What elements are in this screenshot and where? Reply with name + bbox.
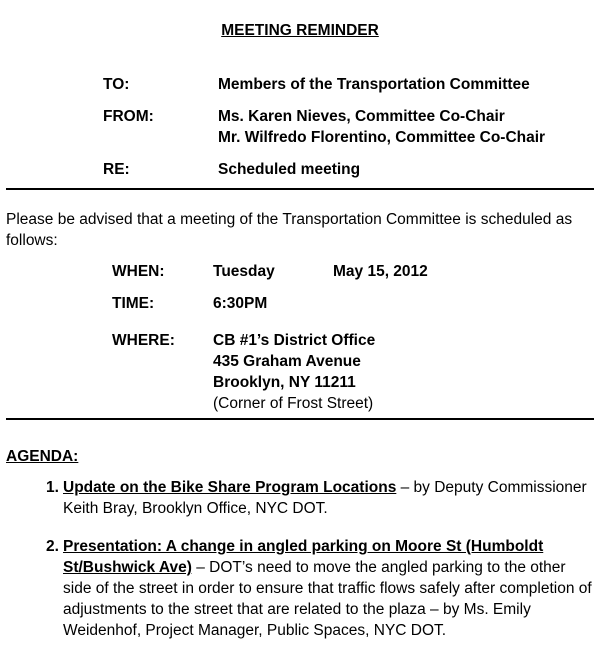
when-row [6,261,594,282]
re-value: Scheduled meeting [218,161,361,178]
agenda-item-1-number: 1. [46,479,59,496]
time-label: TIME: [112,295,155,312]
from-line-2: Mr. Wilfredo Florentino, Committee Co-Chair [218,129,546,146]
from-line-1: Ms. Karen Nieves, Committee Co-Chair [218,108,505,125]
when-day: Tuesday [213,263,275,280]
agenda-heading: AGENDA: [6,448,79,465]
where-note: (Corner of Frost Street) [213,395,374,412]
to-value: Members of the Transportation Committee [218,76,530,93]
to-label: TO: [103,76,130,93]
re-label: RE: [103,161,130,178]
where-address-line-2: 435 Graham Avenue [213,353,361,370]
intro-paragraph: Please be advised that a meeting of the Transportation Committee is scheduled as follows: [6,211,573,249]
agenda-item-1-description: – by Deputy Commissioner Keith Bray, Brooklyn Office, NYC DOT. [63,479,587,517]
agenda-item-2-number: 2. [46,538,59,555]
re-row [6,159,594,180]
where-address-line-3: Brooklyn, NY 11211 [213,374,356,391]
memo-document [0,20,600,641]
time-value: 6:30PM [213,295,268,312]
memo-title: MEETING REMINDER [221,22,379,39]
from-label: FROM: [103,108,154,125]
when-date: May 15, 2012 [333,263,428,280]
agenda-item-1-title: Update on the Bike Share Program Locations [63,479,397,496]
from-value [218,106,545,148]
where-label: WHERE: [112,332,175,349]
agenda-item-2 [6,536,594,641]
to-row [6,74,594,95]
where-address [213,330,375,414]
from-row [6,106,594,148]
header-divider [6,188,594,190]
where-row [6,330,594,414]
when-label: WHEN: [112,263,165,280]
agenda-item-1-body [63,477,594,519]
agenda-item-2-body [63,536,594,641]
time-row [6,293,594,314]
agenda-divider [6,418,594,420]
agenda-item-1 [6,477,594,519]
where-address-line-1: CB #1’s District Office [213,332,376,349]
agenda-item-2-title: Presentation: A change in angled parking on Moore St (Humboldt St/Bushwick Ave) [63,538,544,576]
agenda-item-2-description: – DOT’s need to move the angled parking to the other side of the street in order to ensure that traffic flows safely after completion of adjustments to the street that are related to the plaza – by Ms. Emily Weidenhof, Project Manager, Public Spaces, NYC DOT. [63,559,592,639]
